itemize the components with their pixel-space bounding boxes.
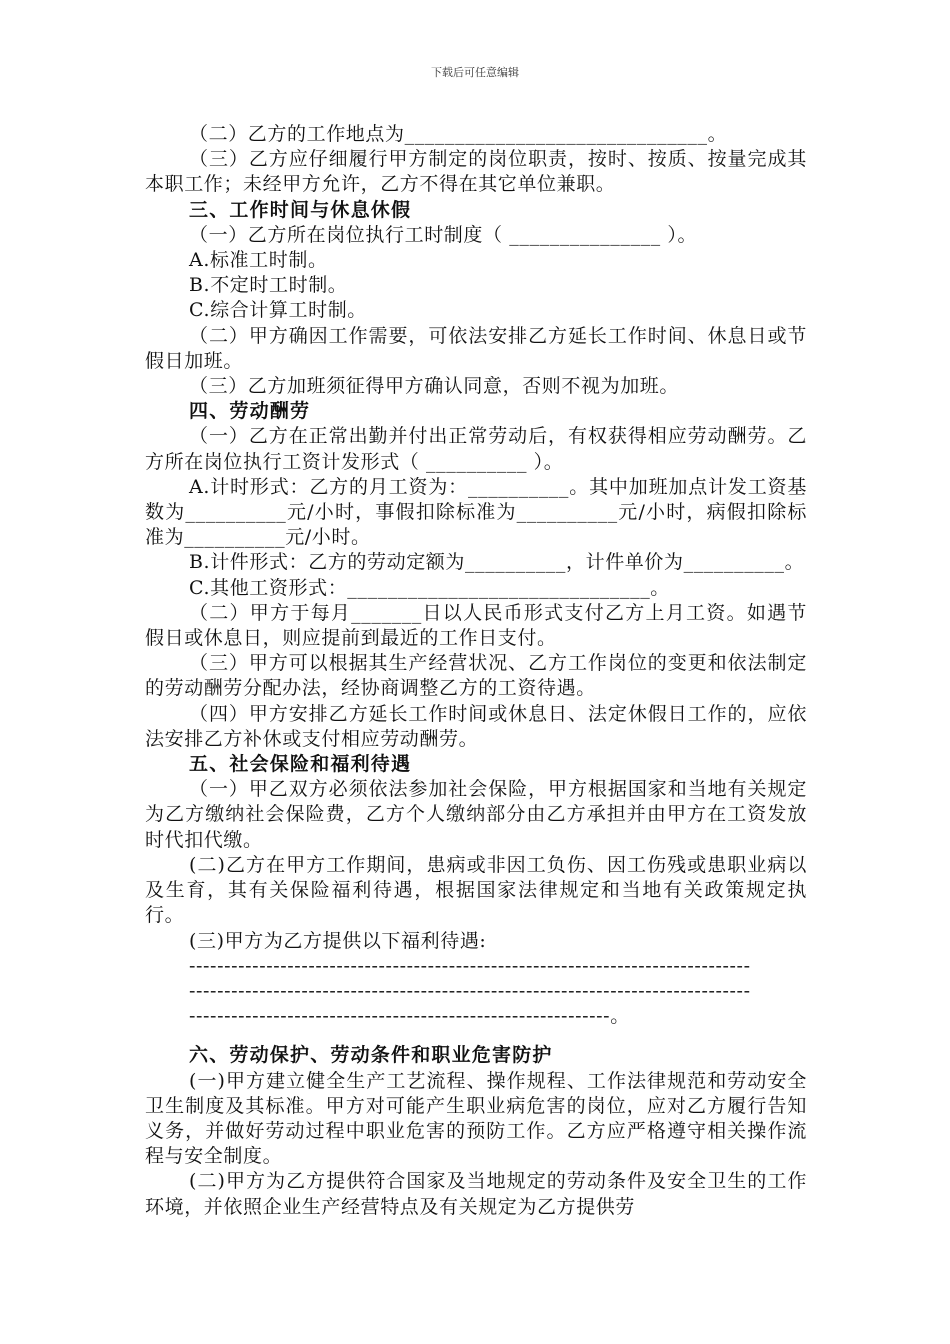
paragraph: (三)甲方为乙方提供以下福利待遇:: [189, 929, 487, 952]
paragraph: （二）甲方于每月_______日以人民币形式支付乙方上月工资。如遇节假日或休息日，则应提前到最近的工作日支付。: [145, 601, 807, 650]
option-item: A.标准工时制。: [189, 249, 328, 272]
paragraph: (二)乙方在甲方工作期间，患病或非因工负伤、因工伤残或患职业病以及生育，其有关保险福利待遇，根据国家法律规定和当地有关政策规定执行。: [145, 853, 807, 927]
fill-in-line: --------------------------------------------------------------------------------: [189, 979, 751, 1002]
section-heading: 四、劳动酬劳: [189, 400, 311, 423]
section-heading: 三、工作时间与休息休假: [189, 198, 412, 221]
section-heading: 六、劳动保护、劳动条件和职业危害防护: [189, 1044, 553, 1067]
paragraph: （一）乙方在正常出勤并付出正常劳动后，有权获得相应劳动酬劳。乙方所在岗位执行工资计发形式（ __________ ）。: [145, 425, 807, 473]
paragraph: （三）乙方应仔细履行甲方制定的岗位职责，按时、按质、按量完成其本职工作；未经甲方允许，乙方不得在其它单位兼职。: [145, 148, 807, 196]
paragraph: (一)甲方建立健全生产工艺流程、操作规程、工作法律规范和劳动安全卫生制度及其标准。甲方对可能产生职业病危害的岗位，应对乙方履行告知义务，并做好劳动过程中职业危害的预防工作。乙方应严格遵守相关操作流程与安全制度。: [145, 1069, 807, 1168]
fill-in-line: --------------------------------------------------------------------------------: [189, 954, 751, 977]
paragraph: （四）甲方安排乙方延长工作时间或休息日、法定休假日工作的，应依法安排乙方补休或支付相应劳动酬劳。: [145, 702, 807, 750]
paragraph: （二）乙方的工作地点为______________________________。: [189, 123, 728, 145]
option-item: C.其他工资形式：______________________________。: [189, 576, 670, 599]
paragraph: （一）乙方所在岗位执行工时制度（ _______________ ）。: [189, 223, 698, 246]
option-item: B.不定时工时制。: [189, 274, 348, 297]
page-header: 下载后可任意编辑: [431, 66, 519, 79]
paragraph: (二)甲方为乙方提供符合国家及当地规定的劳动条件及安全卫生的工作环境，并依照企业生产经营特点及有关规定为乙方提供劳: [145, 1170, 807, 1218]
section-heading: 五、社会保险和福利待遇: [189, 753, 412, 776]
option-item: C.综合计算工时制。: [189, 299, 367, 322]
paragraph: （二）甲方确因工作需要，可依法安排乙方延长工作时间、休息日或节假日加班。: [145, 324, 807, 372]
paragraph: （三）乙方加班须征得甲方确认同意，否则不视为加班。: [189, 375, 680, 398]
fill-in-line: ------------------------------------------------------------。: [189, 1005, 630, 1028]
spacer: [145, 1029, 807, 1043]
option-item: A.计时形式：乙方的月工资为：__________。其中加班加点计发工资基数为__________元/小时，事假扣除标准为__________元/小时，病假扣除标准为__________元/小时。: [145, 475, 807, 549]
paragraph: （一）甲乙双方必须依法参加社会保险，甲方根据国家和当地有关规定为乙方缴纳社会保险费，乙方个人缴纳部分由乙方承担并由甲方在工资发放时代扣代缴。: [145, 778, 807, 851]
option-item: B.计件形式：乙方的劳动定额为__________，计件单价为__________。: [189, 551, 805, 574]
document-body: [145, 122, 807, 1220]
paragraph: （三）甲方可以根据其生产经营状况、乙方工作岗位的变更和依法制定的劳动酬劳分配办法，经协商调整乙方的工资待遇。: [145, 652, 807, 700]
